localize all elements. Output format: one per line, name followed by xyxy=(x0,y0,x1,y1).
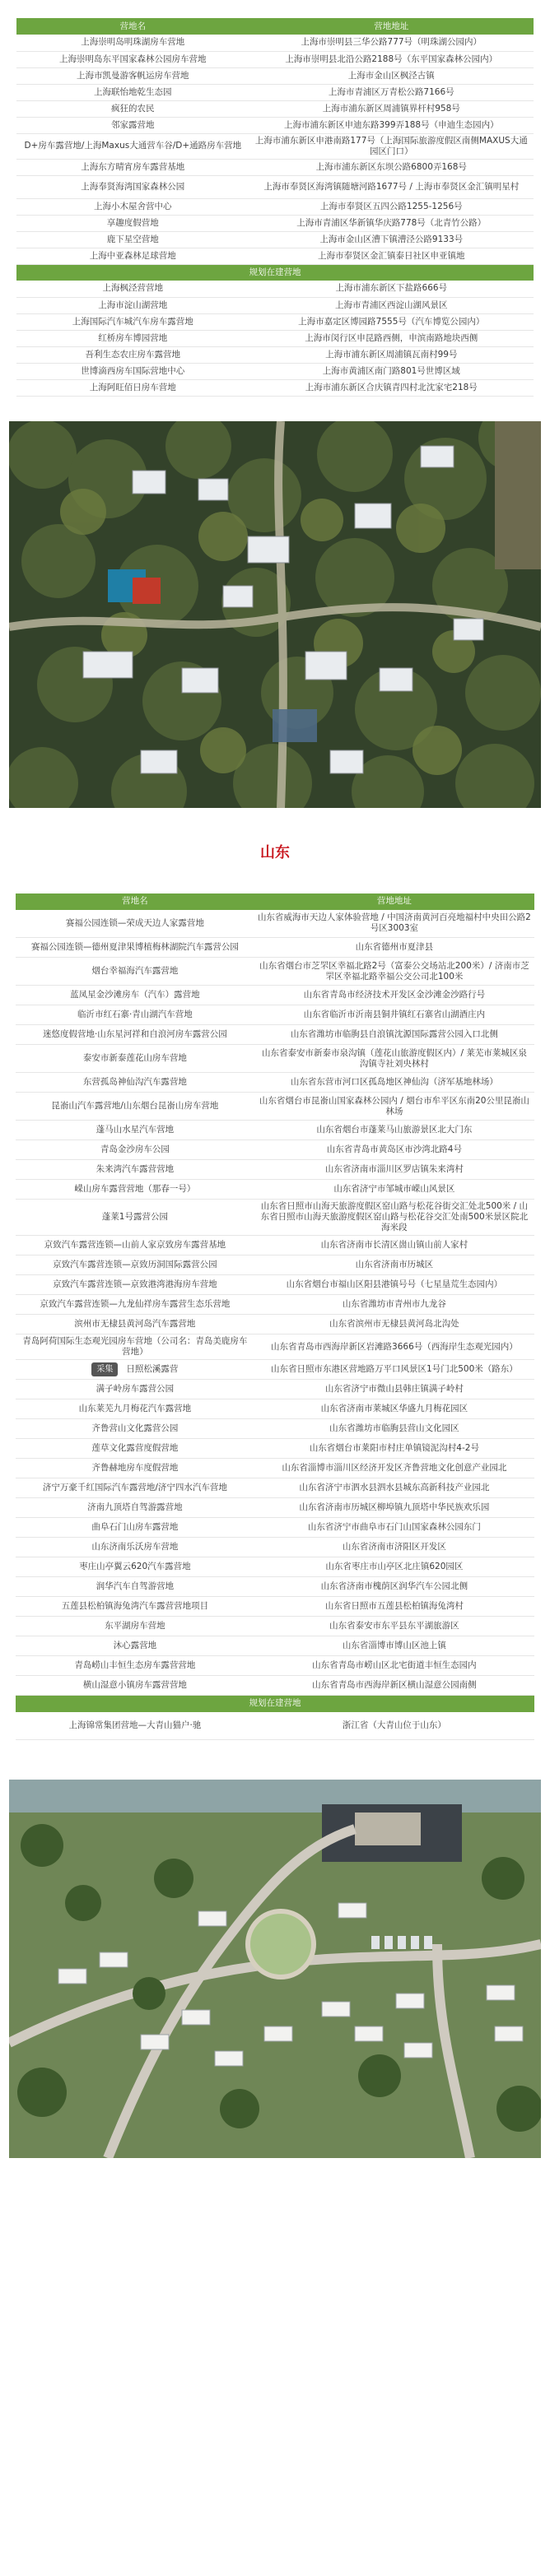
table-row xyxy=(16,330,534,346)
camp-name-cell: 鹿下星空营地 xyxy=(16,231,249,248)
camp-name-cell: 滨州市无棣县黄河岛汽车露营地 xyxy=(16,1315,254,1334)
camp-name-cell: 齐鲁赫地房车度假营地 xyxy=(16,1459,254,1478)
table-row xyxy=(16,1577,534,1597)
table-header-row xyxy=(16,893,534,910)
table-row xyxy=(16,1160,534,1180)
table-row xyxy=(16,117,534,133)
camp-address-cell: 山东省济南市济阳区开发区 xyxy=(254,1538,534,1557)
camp-name-cell: 山东济南乐沃房车营地 xyxy=(16,1538,254,1557)
camp-address-cell: 山东省德州市夏津县 xyxy=(254,938,534,958)
table-row xyxy=(16,938,534,958)
camp-address-cell: 山东省日照市山海天旅游度假区窑山路与松花谷街交汇处北500米 / 山东省日照市山海天旅游度假区窑山路与松花谷交汇处南500米景区院北海米段 xyxy=(254,1200,534,1236)
camp-name-cell: 上海枫泾营营地 xyxy=(16,281,249,297)
table-row xyxy=(16,346,534,363)
camp-name-cell: 上海阿旺佰日房车营地 xyxy=(16,379,249,396)
camp-name-cell: 临沂市红石寨·青山湖汽车营地 xyxy=(16,1005,254,1025)
camp-address-cell: 山东省烟台市蓬莱马山旅游景区北大门东 xyxy=(254,1121,534,1140)
camp-address-cell: 山东省枣庄市山亭区北庄镇620园区 xyxy=(254,1557,534,1577)
camp-address-cell: 上海市崇明县三华公路777号（明珠湖公园内） xyxy=(249,35,534,51)
table-row xyxy=(16,1380,534,1399)
camp-address-cell: 上海市浦东新区东坝公路6800弄168号 xyxy=(249,159,534,175)
camp-address-cell: 上海市嘉定区博园路7555号（汽车博览公园内） xyxy=(249,313,534,330)
table-row xyxy=(16,1180,534,1200)
table-row xyxy=(16,175,534,198)
camp-name-cell: 上海市凯曼游客帆运房车营地 xyxy=(16,67,249,84)
table-row xyxy=(16,313,534,330)
table-row xyxy=(16,281,534,297)
table-row xyxy=(16,51,534,67)
table-row xyxy=(16,910,534,938)
table-row xyxy=(16,1636,534,1656)
camp-name-cell: 世博滴西房车国际营地中心 xyxy=(16,363,249,379)
camp-name-cell: 赛福公园连锁—德州夏津果博植梅林湖院汽车露营公园 xyxy=(16,938,254,958)
shanghai-camp-table xyxy=(16,18,534,397)
camp-name-cell: 上海国际汽车城汽车房车露营地 xyxy=(16,313,249,330)
camp-name-cell: 昆嵛山汽车露营地/山东烟台昆嵛山房车营地 xyxy=(16,1093,254,1121)
table-row xyxy=(16,198,534,215)
camp-address-cell: 上海市浦东新区周浦镇瓦南村99号 xyxy=(249,346,534,363)
camp-address-cell: 山东省济宁市邹城市嵘山风景区 xyxy=(254,1180,534,1200)
camp-address-cell: 山东省济南市槐荫区润华汽车公园北侧 xyxy=(254,1577,534,1597)
province-title: 山东 xyxy=(260,843,290,861)
table-row xyxy=(16,231,534,248)
table-row xyxy=(16,297,534,313)
aerial-campsite-photo xyxy=(9,421,541,808)
camp-address-cell: 山东省济南市莱城区华盛九月梅花园区 xyxy=(254,1399,534,1419)
table-row xyxy=(16,1419,534,1439)
table-row xyxy=(16,215,534,231)
table-row xyxy=(16,1073,534,1093)
camp-name-cell: 京致汽车露营连锁—九龙仙祥房车露营生态乐营地 xyxy=(16,1295,254,1315)
table-row xyxy=(16,1557,534,1577)
camp-name-cell: 上海崇明岛东平国家森林公园房车营地 xyxy=(16,51,249,67)
camp-address-cell: 山东省青岛市西海岸新区岩滩路3666号（西海岸生态观光园内） xyxy=(254,1334,534,1360)
camp-name-cell: 青岛阿荷国际生态观光园房车营地（公司名：青岛美鹿房车营地） xyxy=(16,1334,254,1360)
camp-address-cell: 上海市浦东新区合庆镇青四村北沈家宅218号 xyxy=(249,379,534,396)
camp-name-cell: 济宁万豪千红国际汽车露营地/济宁四水汽车营地 xyxy=(16,1478,254,1498)
camp-name-cell: 沐心露营地 xyxy=(16,1636,254,1656)
planned-section-header xyxy=(16,264,534,281)
camp-address-cell: 山东省临沂市沂南县铜井镇红石寨省山湖酒庄内 xyxy=(254,1005,534,1025)
camp-address-cell: 上海市浦东新区申港南路177号（上海国际旅游度假区南侧MAXUS大通园区门口） xyxy=(249,133,534,159)
table-row xyxy=(16,1121,534,1140)
camp-address-cell: 山东省青岛市黄岛区市沙湾北路4号 xyxy=(254,1140,534,1160)
table-row xyxy=(16,1518,534,1538)
table-row xyxy=(16,986,534,1005)
camp-address-cell: 山东省淄博市淄川区经济开发区齐鲁营地文化创意产业园北 xyxy=(254,1459,534,1478)
camp-address-cell: 上海市浦东新区周浦镇界杆村958号 xyxy=(249,100,534,117)
camp-name-text: 日照松溪露营 xyxy=(126,1364,179,1374)
camp-address-cell: 山东省淄博市博山区池上镇 xyxy=(254,1636,534,1656)
aerial-rv-park-image xyxy=(9,1780,541,2158)
table-row xyxy=(16,1275,534,1295)
camp-name-cell: 京致汽车露营连锁—京致历洞国际露营公园 xyxy=(16,1256,254,1275)
table-row xyxy=(16,1236,534,1256)
table-header-row xyxy=(16,18,534,35)
table-row xyxy=(16,100,534,117)
planned-section-header xyxy=(16,1696,534,1712)
table-row xyxy=(16,1439,534,1459)
camp-address-cell: 山东省济宁市泗水县泗水县城东高新科技产业园北 xyxy=(254,1478,534,1498)
camp-name-cell: 五莲县松柏镇海兔湾汽车露营营地项目 xyxy=(16,1597,254,1617)
table-row xyxy=(16,379,534,396)
camp-name-cell: 满子岭房车露营公园 xyxy=(16,1380,254,1399)
camp-name-cell: 上海锦常集团营地—大青山猫户·驰 xyxy=(16,1712,254,1740)
camp-address-cell: 山东省青岛市西海岸新区横山湿意公园南侧 xyxy=(254,1676,534,1696)
camp-name-cell: 迷悠度假营地·山东星河祥和自浪河房车露营公园 xyxy=(16,1025,254,1045)
camp-address-cell: 山东省威海市天边人家体验营地 / 中国济南黄河百亮地福村中央田公路2号区3003室 xyxy=(254,910,534,938)
camp-address-cell: 山东省济南市历城区柳埠镇九顶塔中华民族欢乐园 xyxy=(254,1498,534,1518)
table-row xyxy=(16,1315,534,1334)
camp-name-cell: 京致汽车露营连锁—京致港湾港海房车营地 xyxy=(16,1275,254,1295)
camp-name-cell: 营地名 xyxy=(16,893,254,910)
table-row xyxy=(16,84,534,100)
planned-section-title: 规划在建营地 xyxy=(16,1696,534,1712)
camp-name-cell: 上海市淀山湖营地 xyxy=(16,297,249,313)
camp-address-cell: 山东省济南市长清区崮山镇山前人家村 xyxy=(254,1236,534,1256)
camp-name-cell: 疯狂的农民 xyxy=(16,100,249,117)
camp-address-cell: 山东省潍坊市临朐县营山文化园区 xyxy=(254,1419,534,1439)
camp-address-cell: 山东省济宁市微山县韩庄镇满子岭村 xyxy=(254,1380,534,1399)
table-row xyxy=(16,1676,534,1696)
camp-name-cell: 曲阜石门山房车露营地 xyxy=(16,1518,254,1538)
camp-name-cell: 泰安市新泰莲花山房车营地 xyxy=(16,1045,254,1073)
camp-address-cell: 山东省烟台市芝罘区幸福北路2号（富泰公交场站北200米）/ 济南市芝罘区幸福北路幸福公交公司北100米 xyxy=(254,958,534,986)
camp-name-cell: 上海崇明岛明珠湖房车营地 xyxy=(16,35,249,51)
camp-name-cell: 红桥房车博园营地 xyxy=(16,330,249,346)
camp-address-cell: 上海市金山区枫泾古镇 xyxy=(249,67,534,84)
camp-address-cell: 山东省滨州市无棣县黄河岛北沟处 xyxy=(254,1315,534,1334)
table-row xyxy=(16,248,534,264)
table-row xyxy=(16,35,534,51)
camp-address-cell: 上海市崇明县北沿公路2188号（东平国家森林公园内） xyxy=(249,51,534,67)
table-row xyxy=(16,1045,534,1073)
camp-address-cell: 山东省烟台市昆嵛山国家森林公园内 / 烟台市牟平区东南20公里昆嵛山林场 xyxy=(254,1093,534,1121)
table-row xyxy=(16,1295,534,1315)
camp-address-cell: 山东省青岛市崂山区北宅街道丰恒生态园内 xyxy=(254,1656,534,1676)
table-row xyxy=(16,1256,534,1275)
camp-address-cell: 上海市黄浦区南门路801号世博区域 xyxy=(249,363,534,379)
camp-name-cell: 东营孤岛神仙沟汽车露营地 xyxy=(16,1073,254,1093)
camp-address-cell: 营地地址 xyxy=(254,893,534,910)
planned-section-title: 规划在建营地 xyxy=(16,264,534,281)
camp-name-cell: 上海联怡地乾生态园 xyxy=(16,84,249,100)
table-row xyxy=(16,1538,534,1557)
table-row xyxy=(16,1140,534,1160)
camp-address-cell: 山东省济南市淄川区罗店镇朱来湾村 xyxy=(254,1160,534,1180)
table-row xyxy=(16,1712,534,1740)
table-row xyxy=(16,1597,534,1617)
table-row xyxy=(16,1498,534,1518)
camp-name-cell: 济南九顶塔自驾游露营地 xyxy=(16,1498,254,1518)
camp-name-cell: 嵘山房车露营营地（那春一号） xyxy=(16,1180,254,1200)
table-row xyxy=(16,1025,534,1045)
camp-name-cell: 蓝凤星金沙滩房车（汽车）露营地 xyxy=(16,986,254,1005)
camp-name-cell: 上海奉贤海湾国家森林公园 xyxy=(16,175,249,198)
table-row xyxy=(16,1459,534,1478)
camp-address-cell: 山东省潍坊市青州市九龙谷 xyxy=(254,1295,534,1315)
table-row xyxy=(16,1360,534,1380)
camp-address-cell: 山东省东营市河口区孤岛地区神仙沟（济军基地林场） xyxy=(254,1073,534,1093)
table-row xyxy=(16,363,534,379)
aerial-rv-park-photo xyxy=(9,1780,541,2158)
camp-address-cell: 山东省青岛市经济技术开发区金沙滩金沙路行号 xyxy=(254,986,534,1005)
table-row xyxy=(16,1478,534,1498)
camp-address-cell: 浙江省（大青山位于山东） xyxy=(254,1712,534,1740)
camp-name-cell: D+房车露营地/上海Maxus大通营车谷/D+通路房车营地 xyxy=(16,133,249,159)
camp-address-cell: 山东省济宁市曲阜市石门山国家森林公园东门 xyxy=(254,1518,534,1538)
camp-name-cell: 润华汽车自驾游营地 xyxy=(16,1577,254,1597)
camp-name-cell: 营地名 xyxy=(16,18,249,35)
shandong-camp-table xyxy=(16,893,534,1741)
camp-address-cell: 上海市浦东新区下盐路666号 xyxy=(249,281,534,297)
camp-name-cell: 蓬莱1号露营公园 xyxy=(16,1200,254,1236)
camp-name-cell: 烟台幸福海汽车露营地 xyxy=(16,958,254,986)
camp-address-cell: 山东省潍坊市临朐县自浪镇沈源国际露营公园入口北侧 xyxy=(254,1025,534,1045)
table-row xyxy=(16,1399,534,1419)
camp-address-cell: 上海市奉贤区五四公路1255-1256号 xyxy=(249,198,534,215)
table-row xyxy=(16,133,534,159)
camp-address-cell: 上海市青浦区华新镇华庆路778号（北青竹公路） xyxy=(249,215,534,231)
camp-name-cell: 上海东方晴宵房车露营基地 xyxy=(16,159,249,175)
camp-address-cell: 上海市金山区漕下镇漕泾公路9133号 xyxy=(249,231,534,248)
aerial-campsite-image xyxy=(9,421,541,808)
table-row xyxy=(16,1334,534,1360)
camp-address-cell: 营地地址 xyxy=(249,18,534,35)
table-row xyxy=(16,1617,534,1636)
table-row xyxy=(16,1093,534,1121)
camp-name-cell: 东平湖房车营地 xyxy=(16,1617,254,1636)
table-row xyxy=(16,159,534,175)
camp-name-cell: 横山湿意小镇房车露营营地 xyxy=(16,1676,254,1696)
camp-name-cell: 享趣度假营地 xyxy=(16,215,249,231)
camp-name-cell: 吾利生态农庄房车露营地 xyxy=(16,346,249,363)
camp-name-cell: 山东莱芜九月梅花汽车露营地 xyxy=(16,1399,254,1419)
camp-name-cell: 青岛金沙房车公园 xyxy=(16,1140,254,1160)
camp-name-cell: 邻家露营地 xyxy=(16,117,249,133)
camp-address-cell: 上海市奉贤区金汇镇泰日社区申亚镇地 xyxy=(249,248,534,264)
camp-address-cell: 上海市青浦区西淀山湖风景区 xyxy=(249,297,534,313)
camp-address-cell: 山东省日照市五莲县松柏镇海兔湾村 xyxy=(254,1597,534,1617)
camp-address-cell: 上海市奉贤区海湾镇随塘河路1677号 / 上海市奉贤区金汇镇明星村 xyxy=(249,175,534,198)
camp-name-cell: 上海中亚森林足球营地 xyxy=(16,248,249,264)
camp-address-cell: 山东省日照市东港区营地路万平口风景区1号门北500米（路东） xyxy=(254,1360,534,1380)
camp-name-cell: 上海小木屋舍营中心 xyxy=(16,198,249,215)
camp-address-cell: 上海市青浦区万青松公路7166号 xyxy=(249,84,534,100)
table-row xyxy=(16,1005,534,1025)
camp-address-cell: 山东省泰安市新泰市泉沟镇（莲花山旅游度假区内）/ 莱芜市莱城区泉沟镇寺社刘央林村 xyxy=(254,1045,534,1073)
camp-name-cell: 齐鲁营山文化露营公园 xyxy=(16,1419,254,1439)
camp-name-cell: 蓬马山水星汽车营地 xyxy=(16,1121,254,1140)
filter-dropdown[interactable]: 采集 xyxy=(91,1362,118,1376)
camp-address-cell: 山东省烟台市福山区阳县港镇号号（七星垦荒生态园内） xyxy=(254,1275,534,1295)
camp-name-cell: 枣庄山亭翼云620汽车露营地 xyxy=(16,1557,254,1577)
camp-address-cell: 山东省烟台市莱阳市村庄单镇镜泥沟村4-2号 xyxy=(254,1439,534,1459)
page xyxy=(0,18,550,2175)
camp-address-cell: 上海市浦东新区申迪东路399弄188号（申迪生态园内） xyxy=(249,117,534,133)
camp-address-cell: 上海市闵行区申昆路西侧，申滨南路地块西侧 xyxy=(249,330,534,346)
camp-name-cell: 赛福公园连锁—荣成天边人家露营地 xyxy=(16,910,254,938)
camp-name-cell xyxy=(16,1360,254,1380)
table-row xyxy=(16,67,534,84)
camp-name-cell: 京致汽车露营连锁—山前人家京致房车露营基地 xyxy=(16,1236,254,1256)
table-row xyxy=(16,1200,534,1236)
camp-address-cell: 山东省济南市历城区 xyxy=(254,1256,534,1275)
table-row xyxy=(16,958,534,986)
camp-name-cell: 莲草文化露营度假营地 xyxy=(16,1439,254,1459)
camp-address-cell: 山东省泰安市东平县东平湖旅游区 xyxy=(254,1617,534,1636)
table-row xyxy=(16,1656,534,1676)
camp-name-cell: 朱来湾汽车露营营地 xyxy=(16,1160,254,1180)
camp-name-cell: 青岛崂山丰恒生态房车露营营地 xyxy=(16,1656,254,1676)
